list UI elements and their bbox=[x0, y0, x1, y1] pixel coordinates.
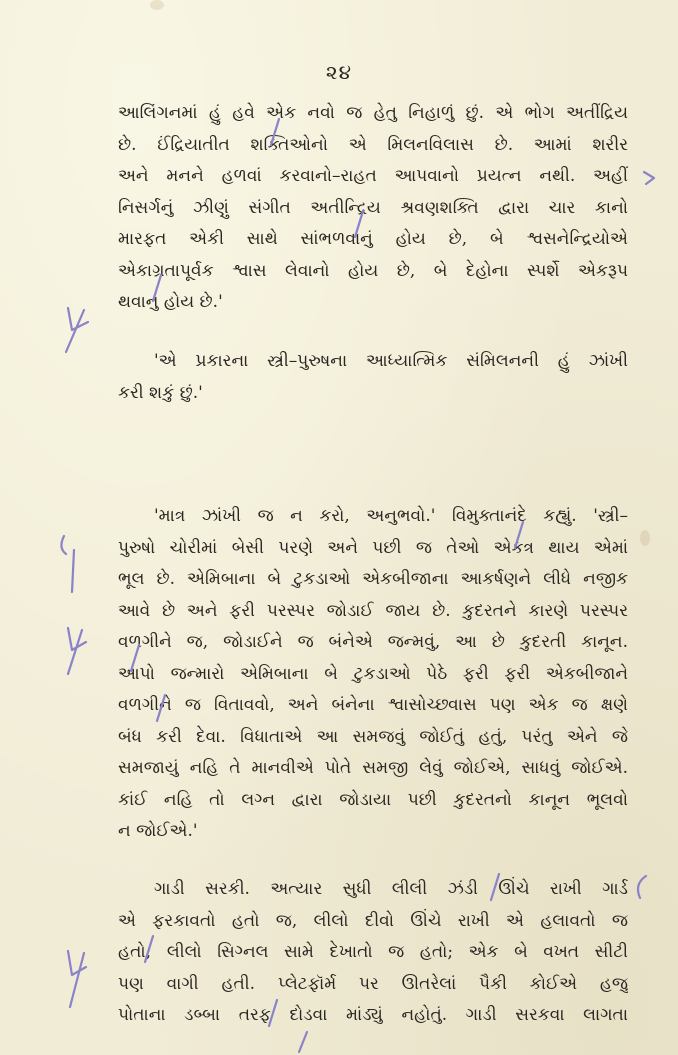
inline-correction-mark bbox=[268, 117, 282, 147]
paragraph-2 bbox=[118, 346, 628, 409]
text-line: પણ વાગી હતી. પ્લેટફૉર્મ પર ઊતરેલાં પૈકી કોઈએ હજુ bbox=[118, 973, 628, 994]
inline-correction-mark bbox=[142, 934, 156, 964]
margin-proof-mark bbox=[58, 300, 98, 360]
text-line: આલિંગનમાં હું હવે એક નવો જ હેતુ નિહાળું છું. એ ભોગ અતીંદ્રિય bbox=[118, 103, 628, 123]
paragraph-4 bbox=[118, 874, 628, 1032]
inline-correction-mark bbox=[150, 273, 164, 303]
text-line: છે. ઈંદ્રિયાતીત શક્તિઓનો એ મિલનવિલાસ છે. આમાં શરીર bbox=[118, 134, 628, 155]
text-line: ન જોઈએ.' bbox=[118, 821, 198, 841]
text-line: 'માત્ર ઝાંખી જ ન કરો, અનુભવો.' વિમુક્તાનંદે કહ્યું. 'સ્ત્રી– bbox=[154, 506, 628, 526]
inline-correction-mark bbox=[266, 998, 280, 1028]
margin-proof-mark bbox=[50, 530, 90, 600]
text-line: આવે છે અને ફરી પરસ્પર જોડાઈ જાય છે. કુદરતને કારણે પરસ્પર bbox=[118, 600, 628, 621]
inline-correction-mark bbox=[352, 209, 366, 239]
text-line: 'એ પ્રકારના સ્ત્રી–પુરુષના આધ્યાત્મિક સંમિલનની હું ઝાંખી bbox=[154, 351, 628, 371]
text-line: કરી શકું છું.' bbox=[118, 382, 203, 403]
paper-stain bbox=[640, 530, 650, 546]
text-line: વળગીને જ, જોડાઈને જ બંનેએ જન્મવું, આ છે કુદરતી કાનૂન. bbox=[118, 632, 628, 652]
inline-correction-mark bbox=[512, 520, 526, 550]
margin-proof-mark bbox=[58, 620, 98, 680]
text-line: અને મનને હળવાં કરવાનો–રાહત આપવાનો પ્રયત્ન નથી. અહીં bbox=[118, 166, 628, 186]
inline-correction-mark bbox=[296, 1030, 310, 1054]
text-line: મારફત એકી સાથે સાંભળવાનું હોય છે, બે શ્વસનેન્દ્રિયોએ bbox=[118, 229, 628, 249]
paper-stain bbox=[150, 0, 164, 10]
inline-correction-mark bbox=[128, 643, 142, 673]
inline-correction-mark bbox=[154, 693, 168, 723]
margin-proof-mark bbox=[56, 945, 96, 1015]
text-line: બંધ કરી દેવા. વિધાતાએ આ સમજવું જોઈતું હતું, પરંતુ એને જે bbox=[118, 726, 628, 747]
text-line: આપો જન્મારો એમિબાના બે ટુકડાઓ પેઠે ફરી ફરી એકબીજાને bbox=[118, 663, 628, 684]
text-line: પુરુષો ચોરીમાં બેસી પરણે અને પછી જ તેઓ એકત્ર થાય એમાં bbox=[118, 537, 628, 558]
text-line: થવાનું હોય છે.' bbox=[118, 292, 223, 312]
text-line: ગાડી સરકી. અત્યાર સુધી લીલી ઝંડી ઊંચે રાખી ગાર્ડ bbox=[154, 879, 628, 899]
text-line: એકાગ્રતાપૂર્વક શ્વાસ લેવાનો હોય છે, બે દેહોના સ્પર્શે એકરૂપ bbox=[118, 260, 628, 281]
page-number: ૨૪ bbox=[325, 60, 353, 84]
text-line: નિસર્ગનું ઝીણું સંગીત અતીન્દ્રિય શ્રવણશક્તિ દ્વારા ચાર કાનો bbox=[118, 197, 628, 218]
text-line: કાંઈ નહિ તો લગ્ન દ્વારા જોડાયા પછી કુદરતનો કાનૂન ભૂલવો bbox=[118, 789, 628, 810]
inline-correction-mark bbox=[488, 872, 502, 902]
margin-proof-mark bbox=[628, 872, 658, 902]
text-line: એ ફરકાવતો હતો જ, લીલો દીવો ઊંચે રાખી એ હલાવતો જ bbox=[118, 910, 628, 931]
text-line: હતો; લીલો સિગ્નલ સામે દેખાતો જ હતો; એક બે વખત સીટી bbox=[118, 942, 628, 962]
text-line: સમજાયું નહિ તે માનવીએ પોતે સમજી લેવું જોઈએ, સાધવું જોઈએ. bbox=[118, 758, 628, 778]
text-line: પોતાના ડબ્બા તરફ દોડવા માંડ્યું નહોતું. ગાડી સરકવા લાગતા bbox=[118, 1005, 628, 1025]
paragraph-3 bbox=[118, 501, 628, 848]
margin-proof-mark bbox=[640, 168, 660, 188]
text-line: ભૂલ છે. એમિબાના બે ટુકડાઓ એકબીજાના આકર્ષણને લીધે નજીક bbox=[118, 569, 628, 589]
paragraph-1 bbox=[118, 98, 628, 319]
text-line: વળગીને જ વિતાવવો, અને બંનેના શ્વાસોચ્છ્વાસ પણ એક જ ક્ષણે bbox=[118, 695, 628, 715]
